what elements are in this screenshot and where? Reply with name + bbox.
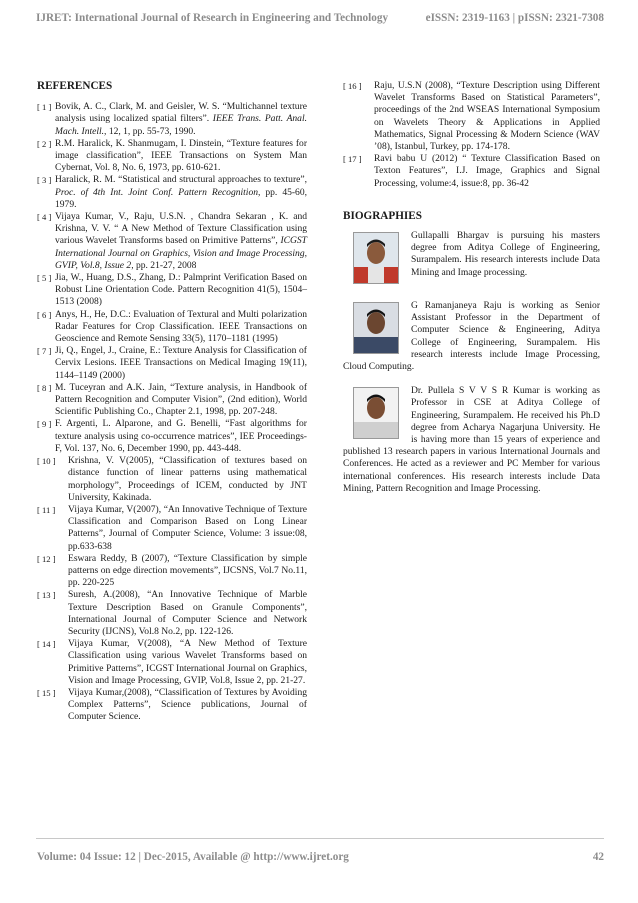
reference-text: Anys, H., He, D.C.: Evaluation of Textural and Multi polarization Radar Features for Crop Classification. IEEE Transactions on Geoscience and Remote Sensing 33(5), 1170–1181 (1995) <box>55 308 307 345</box>
reference-item <box>37 504 307 553</box>
author-photo-2 <box>353 302 399 354</box>
issn-text: eISSN: 2319-1163 | pISSN: 2321-7308 <box>425 12 604 24</box>
reference-item <box>37 455 307 504</box>
reference-number: [ 11 ] <box>37 504 56 515</box>
author-photo-3 <box>353 387 399 439</box>
references-column-left <box>37 80 307 724</box>
reference-number: [ 13 ] <box>37 590 56 601</box>
biography-2 <box>343 300 600 373</box>
footer-volume: Volume: 04 Issue: 12 | Dec-2015, Available @ http://www.ijret.org <box>37 851 349 863</box>
reference-item <box>37 101 307 138</box>
reference-number: [ 14 ] <box>37 639 56 650</box>
reference-item <box>343 80 600 153</box>
reference-text: Ravi babu U (2012) “ Texture Classification Based on Texton Features”, I.J. Image, Graphics and Signal Processing, volume:4, issue:8, pp. 36-42 <box>374 153 600 189</box>
reference-item <box>343 153 600 190</box>
reference-item <box>37 553 307 590</box>
reference-text: R.M. Haralick, K. Shanmugam, I. Dinstein, “Texture features for image classification”, IEEE Transactions on System Man Cybernat, Vol. 8, No. 6, 1973, pp. 610-621. <box>55 137 307 174</box>
reference-item <box>37 382 307 419</box>
reference-item <box>37 687 307 724</box>
reference-number: [ 9 ] <box>37 419 52 430</box>
reference-number: [ 10 ] <box>37 456 56 467</box>
reference-text: Jia, W., Huang, D.S., Zhang, D.: Palmprint Verification Based on Robust Line Orientation Code. Pattern Recognition 41(5), 1504–1513 (2008) <box>55 272 307 308</box>
reference-number: [ 7 ] <box>37 346 52 357</box>
reference-number: [ 6 ] <box>37 309 52 320</box>
reference-text: F. Argenti, L. Alparone, and G. Benelli, “Fast algorithms for texture analysis using co-occurrence matrices”, IEE Proceedings-F, Vol. 137, No. 6, December 1990, pp. 443-448. <box>55 418 307 454</box>
page-footer <box>37 851 604 863</box>
reference-item <box>37 138 307 175</box>
reference-item <box>37 418 307 455</box>
reference-number: [ 8 ] <box>37 382 52 393</box>
reference-text: M. Tuceyran and A.K. Jain, “Texture analysis, in Handbook of Pattern Recognition and Computer Vision”, (2nd edition), World Scientific Publishing Co., Chapter 2.1, 1998, pp. 207-248. <box>55 381 307 418</box>
reference-text: Bovik, A. C., Clark, M. and Geisler, W. S. “Multichannel texture analysis using localized spatial filters”. IEEE Trans. Patt. Anal. Mach. Intell., 12, 1, pp. 55-73, 1990. <box>55 101 307 137</box>
biography-1 <box>343 230 600 288</box>
reference-item <box>37 272 307 309</box>
reference-item <box>37 174 307 211</box>
reference-number: [ 17 ] <box>343 154 362 165</box>
reference-item <box>37 309 307 346</box>
references-list-continued <box>343 80 600 190</box>
reference-text: Vijaya Kumar, V(2007), “An Innovative Technique of Texture Classification and Comparison Based on Long Linear Patterns”, Journal of Computer Science, Volume: 3 issue:08, pp.633-638 <box>68 503 307 552</box>
reference-text: Haralick, R. M. “Statistical and structural approaches to texture”, Proc. of 4th Int. Joint Conf. Pattern Recognition, pp. 45-60, 1979. <box>55 174 307 210</box>
reference-number: [ 2 ] <box>37 138 52 149</box>
references-heading: REFERENCES <box>37 80 113 92</box>
reference-number: [ 15 ] <box>37 687 56 698</box>
reference-item <box>37 211 307 272</box>
biographies-heading: BIOGRAPHIES <box>343 209 422 222</box>
biography-text-3: Dr. Pullela S V V S R Kumar is working as Professor in CSE at Aditya College of Engineering, Surampalem. He received his Ph.D degree from Acharya Nagarjuna University. He is having more than 15 years of experience and published 13 research papers in various International Journals and Conferences. He acted as a reviewer and PC Member for various international conferences. His research interests include Data Mining, Pattern Recognition and Image Processing. <box>343 385 600 494</box>
page-number: 42 <box>592 851 604 863</box>
reference-item <box>37 589 307 638</box>
reference-text: Krishna, V. V(2005), “Classification of textures based on distance function of linear patterns using mathematical morphology”, Proceedings of ICEM, conducted by JNT University, Kakinada. <box>68 455 307 503</box>
author-photo-1 <box>353 232 399 284</box>
reference-text: Vijaya Kumar, V., Raju, U.S.N. , Chandra Sekaran , K. and Krishna, V. V. “ A New Method of Texture Classification using various Wavelet Transforms based on Primitive Patterns”, ICGST International Journal on Graphics, Vision and Image Processing, GVIP, Vol.8, Issue 2, pp. 21-27, 2008 <box>55 211 307 271</box>
reference-number: [ 4 ] <box>37 212 52 223</box>
reference-item <box>37 638 307 687</box>
biography-3 <box>343 385 600 495</box>
reference-number: [ 16 ] <box>343 81 362 91</box>
reference-text: Vijaya Kumar, V(2008), “A New Method of Texture Classification using various Wavelet Transforms based on Primitive Patterns”, ICGST International Journal on Graphics, Vision and Image Processing, GVIP, Vol.8, Issue 2, pp. 21-27. <box>68 638 307 686</box>
reference-number: [ 5 ] <box>37 273 52 284</box>
reference-text: Vijaya Kumar,(2008), “Classification of Textures by Avoiding Complex Patterns”, Science publications, Journal of Computer Science. <box>68 686 307 723</box>
reference-number: [ 1 ] <box>37 102 52 113</box>
journal-title: IJRET: International Journal of Research in Engineering and Technology <box>36 12 389 24</box>
reference-number: [ 12 ] <box>37 553 56 564</box>
reference-item <box>37 345 307 382</box>
reference-number: [ 3 ] <box>37 175 52 186</box>
references-column-right <box>343 80 600 495</box>
biography-text-2: G Ramanjaneya Raju is working as Senior Assistant Professor in the Department of Computer Science & Engineering, Aditya College of Engineering, Surampalem. His research interests include Image Processing, Cloud Computing. <box>343 300 600 373</box>
reference-text: Raju, U.S.N (2008), “Texture Description using Different Wavelet Transforms Based on Statistical Parameters”, proceedings of the 2nd WSEAS International Symposium on Wavelets Theory & Applications in Applied Mathematics, Signal Processing & Modern Science (WAV ’08), Istanbul, Turkey, pp. 174-178. <box>374 80 600 153</box>
page-header <box>36 12 604 24</box>
reference-text: Eswara Reddy, B (2007), “Texture Classification by simple patterns on edge direction movements”, IJCSNS, Vol.7 No.11, pp. 220-225 <box>68 552 307 589</box>
reference-text: Ji, Q., Engel, J., Craine, E.: Texture Analysis for Classification of Cervix Lesions. IEEE Transactions on Medical Imaging 19(11), 1144–1149 (2000) <box>55 345 307 381</box>
footer-divider <box>36 838 604 839</box>
reference-text: Suresh, A.(2008), “An Innovative Technique of Marble Texture Description Based on Granule Components”, International Journal of Computer Science and Network Security (IJCNS), Vol.8 No.2, pp. 122-126. <box>68 589 307 637</box>
biography-text-1: Gullapalli Bhargav is pursuing his masters degree from Aditya College of Engineering, Surampalem. His research interests include Data Mining and Image processing. <box>411 230 600 278</box>
references-list <box>37 101 307 723</box>
